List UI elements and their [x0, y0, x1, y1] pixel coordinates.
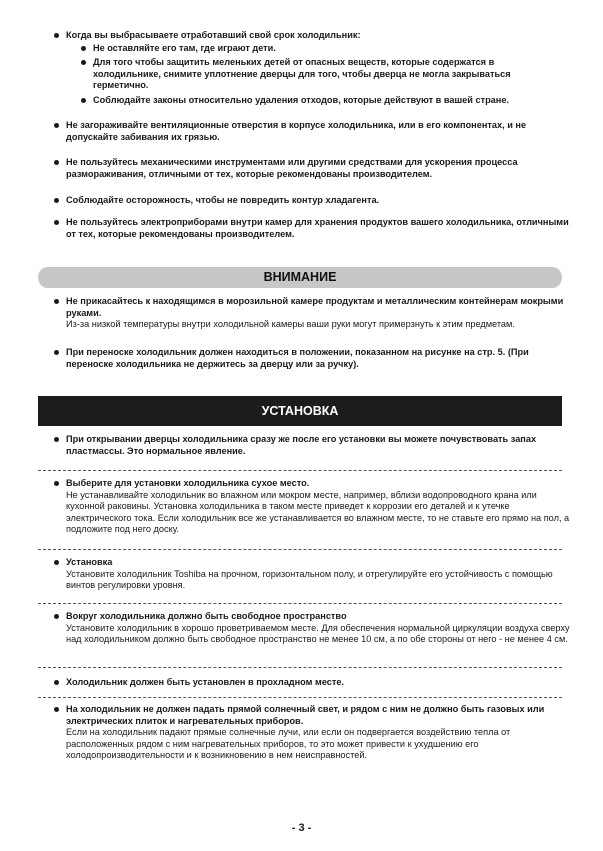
- divider: [38, 549, 562, 550]
- refrigerant-item: [66, 195, 576, 207]
- install-item-bold: Установка: [66, 557, 113, 567]
- bullet-icon: [54, 33, 59, 38]
- disposal-text: Когда вы выбрасываете отработавший свой срок холодильник:: [66, 30, 361, 40]
- disposal-sub-item: [93, 57, 553, 92]
- caution-item-1-bold: Не прикасайтесь к находящимся в морозильной камере продуктам и металлическим контейнерам мокрыми руками.: [66, 296, 564, 318]
- divider: [38, 603, 562, 604]
- bullet-icon: [81, 60, 86, 65]
- disposal-sub-item: [93, 43, 563, 55]
- item-text: Не пользуйтесь механическими инструментами или другими средствами для ускорения процесса размораживания, отличными от тех, которые рекомендованы производителем.: [66, 157, 518, 179]
- caution-item-1: [66, 296, 576, 331]
- bullet-icon: [81, 98, 86, 103]
- install-item-bold: На холодильник не должен падать прямой солнечный свет, и рядом с ним не должно быть газовых или электрических плиток и нагревательных приборов.: [66, 704, 545, 726]
- bullet-icon: [54, 350, 59, 355]
- install-item: [66, 434, 576, 457]
- bullet-icon: [54, 299, 59, 304]
- bullet-icon: [54, 707, 59, 712]
- install-item: [66, 677, 576, 689]
- bullet-icon: [54, 123, 59, 128]
- bullet-icon: [81, 46, 86, 51]
- caution-item-2-text: При переноске холодильник должен находиться в положении, показанном на рисунке на стр. 5. (При переноске холодильника не держитесь за дверцу или за ручку).: [66, 347, 529, 369]
- defrost-item: [66, 157, 576, 180]
- item-text: Не пользуйтесь электроприборами внутри камер для хранения продуктов вашего холодильника, отличными от тех, которые рекомендованы производителем.: [66, 217, 569, 239]
- disposal-sub-item: [93, 95, 563, 107]
- bullet-icon: [54, 614, 59, 619]
- divider: [38, 697, 562, 698]
- page-number: - 3 -: [291, 822, 312, 834]
- install-item-bold: При открывании дверцы холодильника сразу же после его установки вы можете почувствовать запах пластмассы. Это нормальное явление.: [66, 434, 537, 456]
- caution-heading: ВНИМАНИЕ: [38, 267, 562, 288]
- install-item-normal: Если на холодильник падают прямые солнечные лучи, или если он подвергается воздействию тепла от расположенных рядом с ним нагревательных приборов, то это может привести к ухудшению его холодопроизводительности и к возникновению в нем неисправностей.: [66, 727, 511, 761]
- install-item-bold: Выберите для установки холодильника сухое место.: [66, 478, 310, 488]
- bullet-icon: [54, 437, 59, 442]
- install-item: [66, 704, 576, 762]
- install-item-normal: Не устанавливайте холодильник во влажном или мокром месте, например, вблизи водопроводного крана или кухонной раковины. Установка холодильника в таком месте приведет к коррозии его деталей и к утечке электрического тока. Если холодильник все же устанавливается во влажном месте, то не ставьте его прямо на пол, а подложите под него доску.: [66, 489, 570, 535]
- caution-item-1-normal: Из-за низкой температуры внутри холодильной камеры ваши руки могут примерзнуть к этим предметам.: [66, 319, 515, 330]
- sub-text: Соблюдайте законы относительно удаления отходов, которые действуют в вашей стране.: [93, 95, 510, 105]
- divider: [38, 667, 562, 668]
- install-item: [66, 557, 576, 592]
- ventilation-item: [66, 120, 576, 143]
- bullet-icon: [54, 160, 59, 165]
- disposal-item: [66, 30, 576, 42]
- appliances-item: [66, 217, 576, 240]
- bullet-icon: [54, 560, 59, 565]
- bullet-icon: [54, 220, 59, 225]
- install-item-bold: Холодильник должен быть установлен в прохладном месте.: [66, 677, 345, 687]
- item-text: Соблюдайте осторожность, чтобы не повредить контур хладагента.: [66, 195, 380, 205]
- install-item-bold: Вокруг холодильника должно быть свободное пространство: [66, 611, 347, 621]
- install-heading: УСТАНОВКА: [38, 396, 562, 426]
- item-text: Не загораживайте вентиляционные отверстия в корпусе холодильника, или в его компонентах, и не допускайте забивания их грязью.: [66, 120, 527, 142]
- sub-text: Для того чтобы защитить меленьких детей от опасных веществ, которые содержатся в холодильнике, снимите уплотнение дверцы для того, чтобы дверца не могла закрываться герметично.: [93, 57, 511, 91]
- install-item-normal: Установите холодильник в хорошо проветриваемом месте. Для обеспечения нормальной циркуляции воздуха сверху над холодильником должно быть свободное пространство не менее 10 см, а по обе стороны от него - не менее 4 см.: [66, 622, 570, 645]
- install-item-normal: Установите холодильник Toshiba на прочном, горизонтальном полу, и отрегулируйте его устойчивость с помощью винтов регулировки уровня.: [66, 568, 553, 591]
- bullet-icon: [54, 198, 59, 203]
- bullet-icon: [54, 680, 59, 685]
- install-item: [66, 611, 576, 646]
- bullet-icon: [54, 481, 59, 486]
- caution-item-2: [66, 347, 536, 370]
- install-item: [66, 478, 576, 536]
- divider: [38, 470, 562, 471]
- sub-text: Не оставляйте его там, где играют дети.: [93, 43, 276, 53]
